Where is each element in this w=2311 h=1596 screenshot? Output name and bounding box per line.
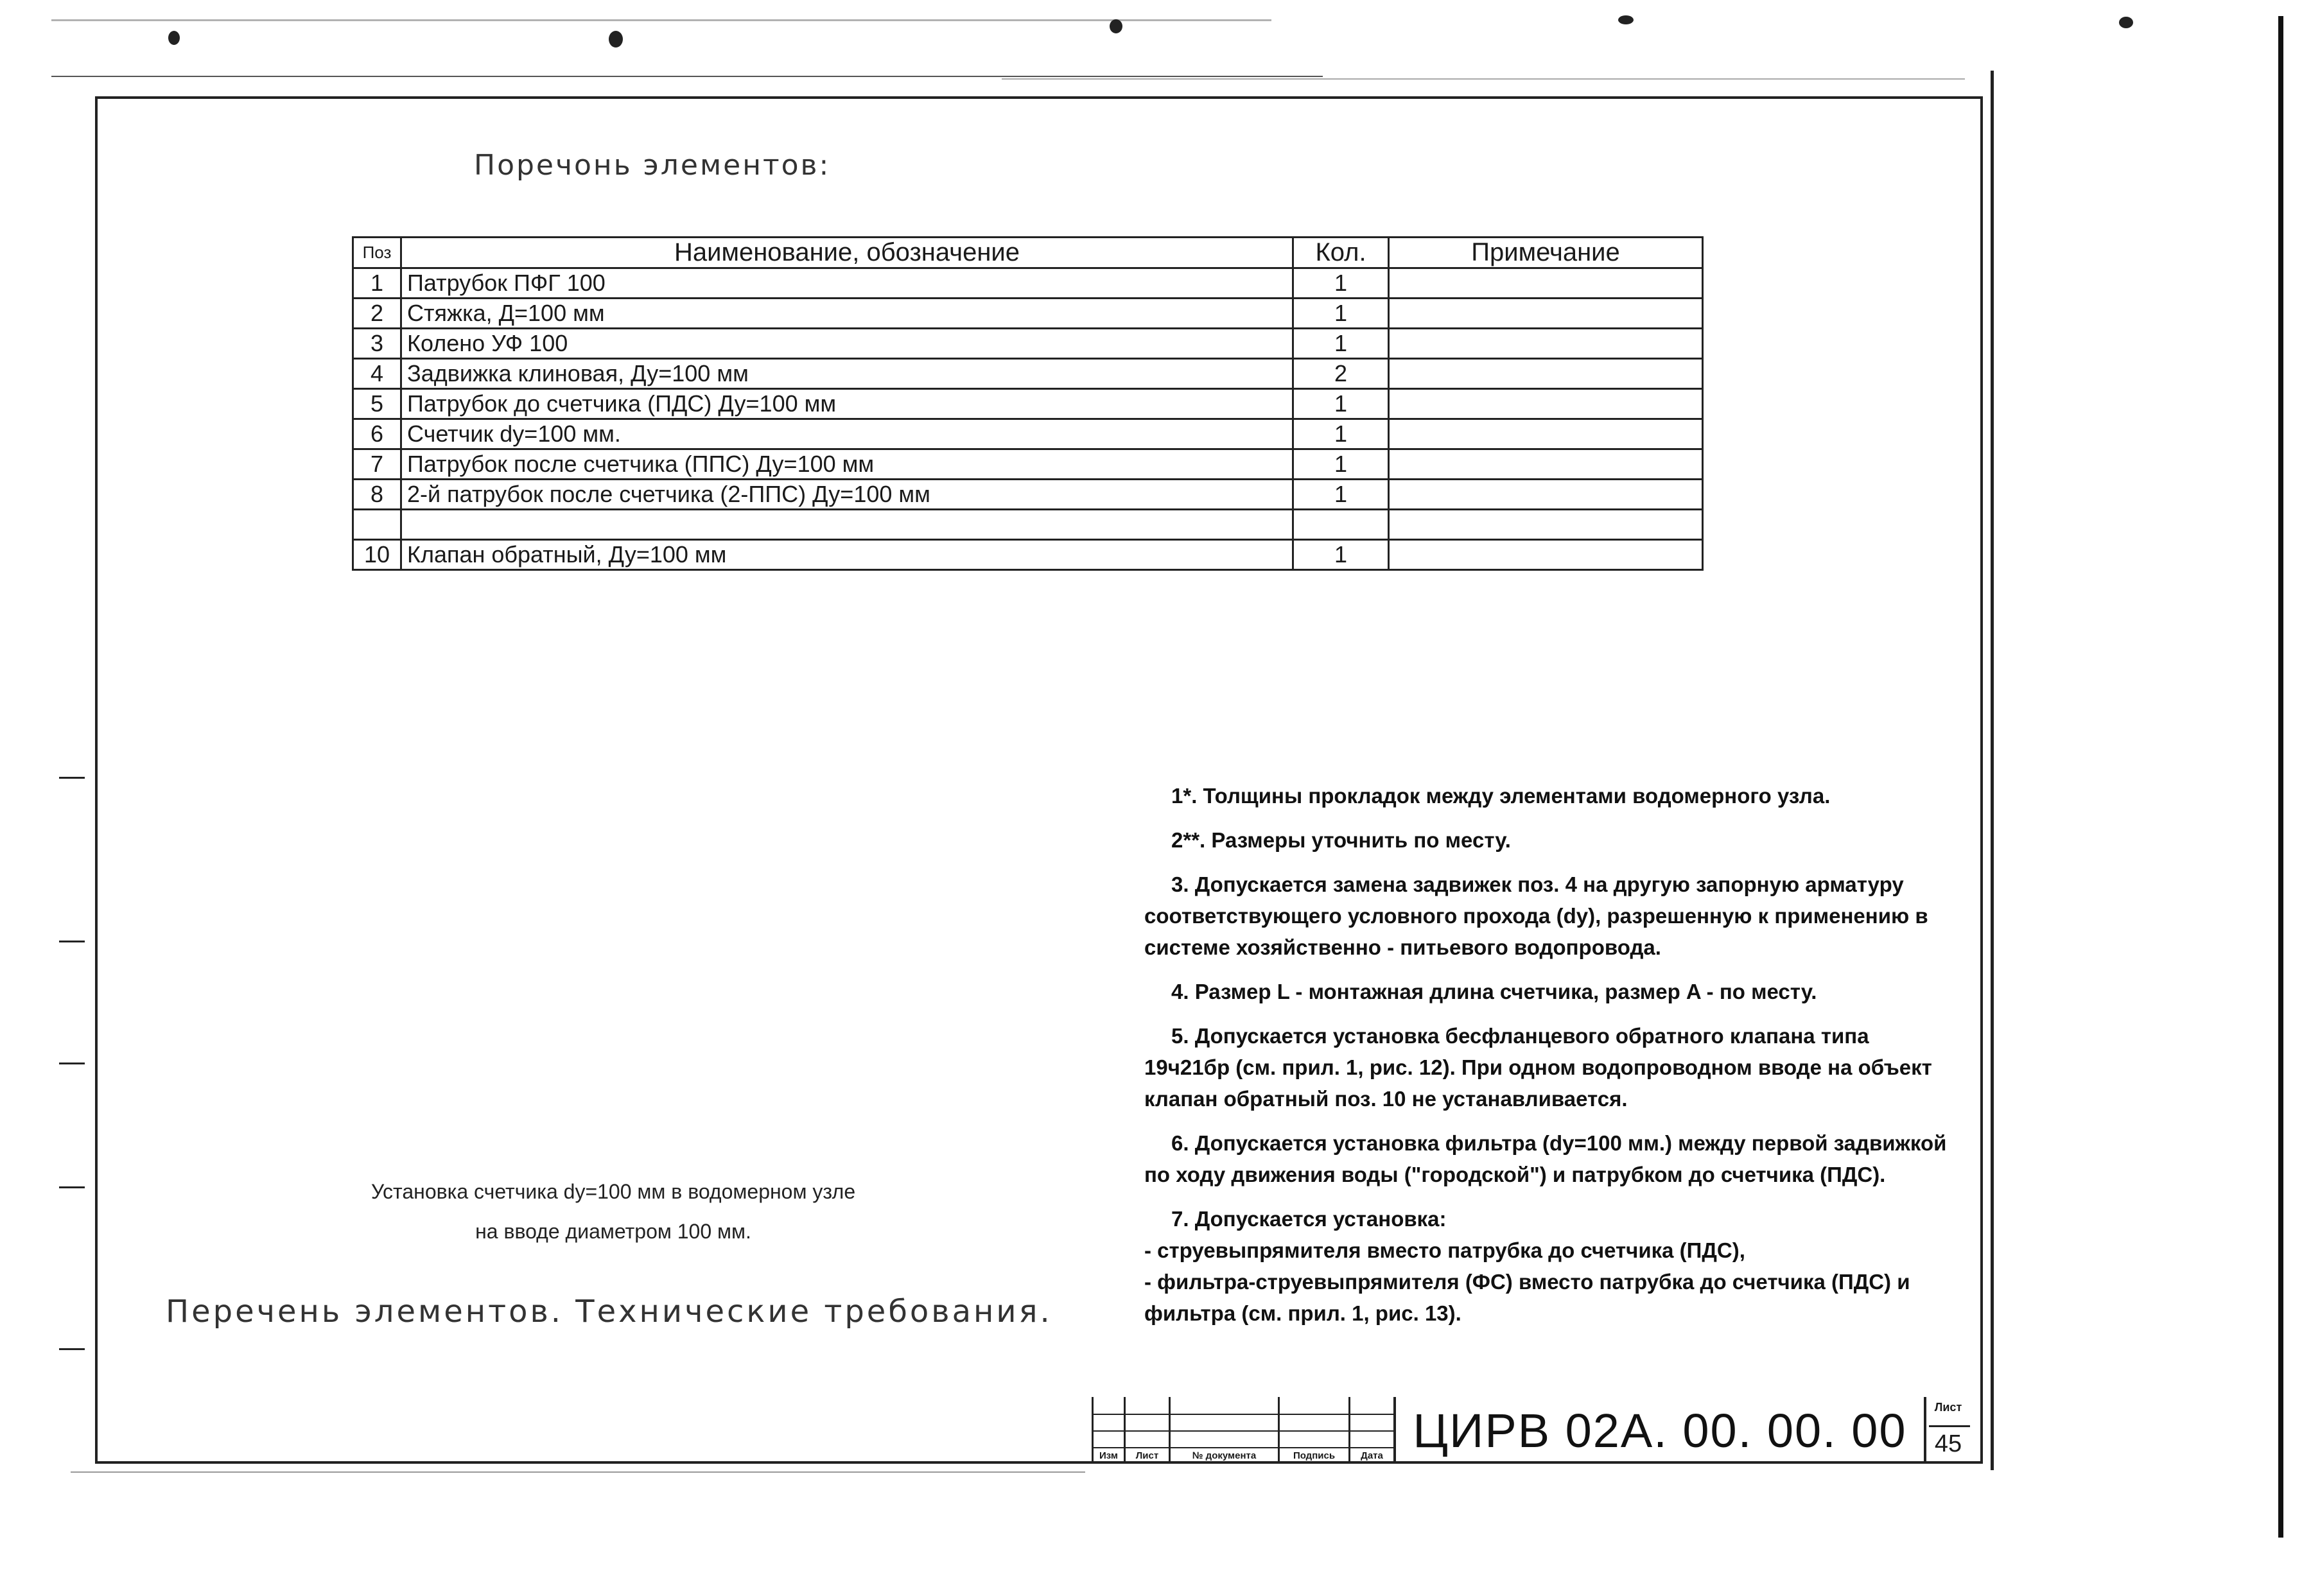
tb-col-sheet <box>1124 1397 1169 1464</box>
caption-line: Установка счетчика dy=100 мм в водомерном узле <box>371 1180 856 1203</box>
tb-label: № документа <box>1192 1450 1257 1461</box>
cell-pos: 6 <box>353 419 401 449</box>
cell-pos: 3 <box>353 329 401 359</box>
scan-artifact-left <box>59 1348 85 1350</box>
scan-artifact-left <box>59 777 85 779</box>
cell-note <box>1389 268 1703 299</box>
cell-name: Клапан обратный, Ду=100 мм <box>401 540 1293 570</box>
header-pos: Поз <box>353 238 401 268</box>
table-row <box>353 510 1703 540</box>
cell-note <box>1389 329 1703 359</box>
note-subitem: - фильтра-струевыпрямителя (ФС) вместо патрубка до счетчика (ПДС) и фильтра (см. прил. 1, рис. 13). <box>1144 1270 1910 1325</box>
table-row <box>353 480 1703 510</box>
scan-artifact-dot <box>609 31 623 48</box>
tb-label: Изм <box>1099 1450 1118 1461</box>
frame-outer-line <box>1991 71 1994 1470</box>
top-dashed-line <box>1002 78 1965 80</box>
table-row <box>353 540 1703 570</box>
sheet-number-cell <box>1926 1397 1970 1464</box>
cell-pos: 1 <box>353 268 401 299</box>
cell-name: Стяжка, Д=100 мм <box>401 299 1293 329</box>
header-qty: Кол. <box>1293 238 1389 268</box>
scan-artifact-left <box>59 1186 85 1188</box>
header-name: Наименование, обозначение <box>401 238 1293 268</box>
cell-name: Патрубок до счетчика (ПДС) Ду=100 мм <box>401 389 1293 419</box>
table-row <box>353 329 1703 359</box>
elements-list-title: Поречонь элементов: <box>474 149 831 182</box>
note-item: 7. Допускается установка: <box>1171 1207 1447 1231</box>
note-subitem: - струевыпрямителя вместо патрубка до счетчика (ПДС), <box>1144 1238 1745 1262</box>
cell-note <box>1389 449 1703 480</box>
header-note: Примечание <box>1389 238 1703 268</box>
cell-qty: 1 <box>1293 480 1389 510</box>
cell-name: Патрубок после счетчика (ППС) Ду=100 мм <box>401 449 1293 480</box>
table-row <box>353 359 1703 389</box>
cell-pos: 5 <box>353 389 401 419</box>
sheet-label: Лист <box>1934 1401 1962 1414</box>
cell-note <box>1389 419 1703 449</box>
title-block <box>1092 1397 1970 1464</box>
tb-label: Лист <box>1135 1450 1159 1461</box>
note-item: 3. Допускается замена задвижек поз. 4 на другую запорную арматуру соответствующего условного прохода (dy), разрешенную к применению в системе хозяйственно - питьевого водопровода. <box>1144 872 1928 959</box>
cell-pos: 8 <box>353 480 401 510</box>
cell-name: 2-й патрубок после счетчика (2-ППС) Ду=100 мм <box>401 480 1293 510</box>
table-row <box>353 419 1703 449</box>
cell-note <box>1389 540 1703 570</box>
cell-note <box>1389 359 1703 389</box>
document-subtitle: Перечень элементов. Технические требования. <box>166 1294 1052 1330</box>
cell-qty: 2 <box>1293 359 1389 389</box>
document-code: ЦИРВ 02А. 00. 00. 00 <box>1393 1397 1926 1464</box>
cell-qty <box>1293 510 1389 540</box>
cell-note <box>1389 510 1703 540</box>
cell-note <box>1389 480 1703 510</box>
cell-qty: 1 <box>1293 389 1389 419</box>
drawing-caption <box>276 1172 950 1251</box>
tb-col-docnum <box>1169 1397 1278 1464</box>
cell-qty: 1 <box>1293 449 1389 480</box>
note-item: 4. Размер L - монтажная длина счетчика, размер A - по месту. <box>1171 980 1817 1003</box>
cell-qty: 1 <box>1293 540 1389 570</box>
tb-label: Подпись <box>1293 1450 1336 1461</box>
scan-artifact-top <box>51 19 1271 21</box>
note-item: 6. Допускается установка фильтра (dy=100 мм.) между первой задвижкой по ходу движения воды ("городской") и патрубком до счетчика (ПДС). <box>1144 1131 1947 1186</box>
scan-artifact-dot <box>168 31 180 45</box>
elements-table <box>352 236 1704 571</box>
caption-line: на вводе диаметром 100 мм. <box>475 1220 751 1243</box>
technical-requirements <box>1144 780 1960 1329</box>
cell-qty: 1 <box>1293 268 1389 299</box>
scan-artifact-dot <box>1618 15 1634 24</box>
table-row <box>353 389 1703 419</box>
tb-col-date <box>1348 1397 1393 1464</box>
bottom-dashed-line <box>71 1471 1085 1473</box>
note-item: 5. Допускается установка бесфланцевого обратного клапана типа 19ч21бр (см. прил. 1, рис. 12). При одном водопроводном вводе на объект клапан обратный поз. 10 не устанавливается. <box>1144 1024 1932 1111</box>
cell-name: Патрубок ПФГ 100 <box>401 268 1293 299</box>
scan-artifact-left <box>59 1063 85 1064</box>
cell-qty: 1 <box>1293 299 1389 329</box>
cell-qty: 1 <box>1293 329 1389 359</box>
cell-name: Задвижка клиновая, Ду=100 мм <box>401 359 1293 389</box>
cell-pos <box>353 510 401 540</box>
note-item: 2**. Размеры уточнить по месту. <box>1171 828 1511 852</box>
top-dashed-line <box>51 76 1323 77</box>
table-row <box>353 449 1703 480</box>
cell-pos: 4 <box>353 359 401 389</box>
scan-artifact-left <box>59 941 85 942</box>
tb-label: Дата <box>1361 1450 1383 1461</box>
cell-note <box>1389 389 1703 419</box>
cell-name: Счетчик dy=100 мм. <box>401 419 1293 449</box>
cell-pos: 2 <box>353 299 401 329</box>
cell-pos: 10 <box>353 540 401 570</box>
scan-artifact-dot <box>1110 19 1122 33</box>
table-row <box>353 268 1703 299</box>
cell-name <box>401 510 1293 540</box>
cell-qty: 1 <box>1293 419 1389 449</box>
scan-edge-bar <box>2278 16 2283 1538</box>
cell-note <box>1389 299 1703 329</box>
table-row <box>353 299 1703 329</box>
tb-col-change <box>1092 1397 1124 1464</box>
table-header-row <box>353 238 1703 268</box>
cell-pos: 7 <box>353 449 401 480</box>
tb-col-signature <box>1278 1397 1348 1464</box>
note-item: 1*. Толщины прокладок между элементами водомерного узла. <box>1171 784 1831 808</box>
scan-artifact-dot <box>2119 17 2133 28</box>
cell-name: Колено УФ 100 <box>401 329 1293 359</box>
sheet-number: 45 <box>1934 1430 1962 1457</box>
